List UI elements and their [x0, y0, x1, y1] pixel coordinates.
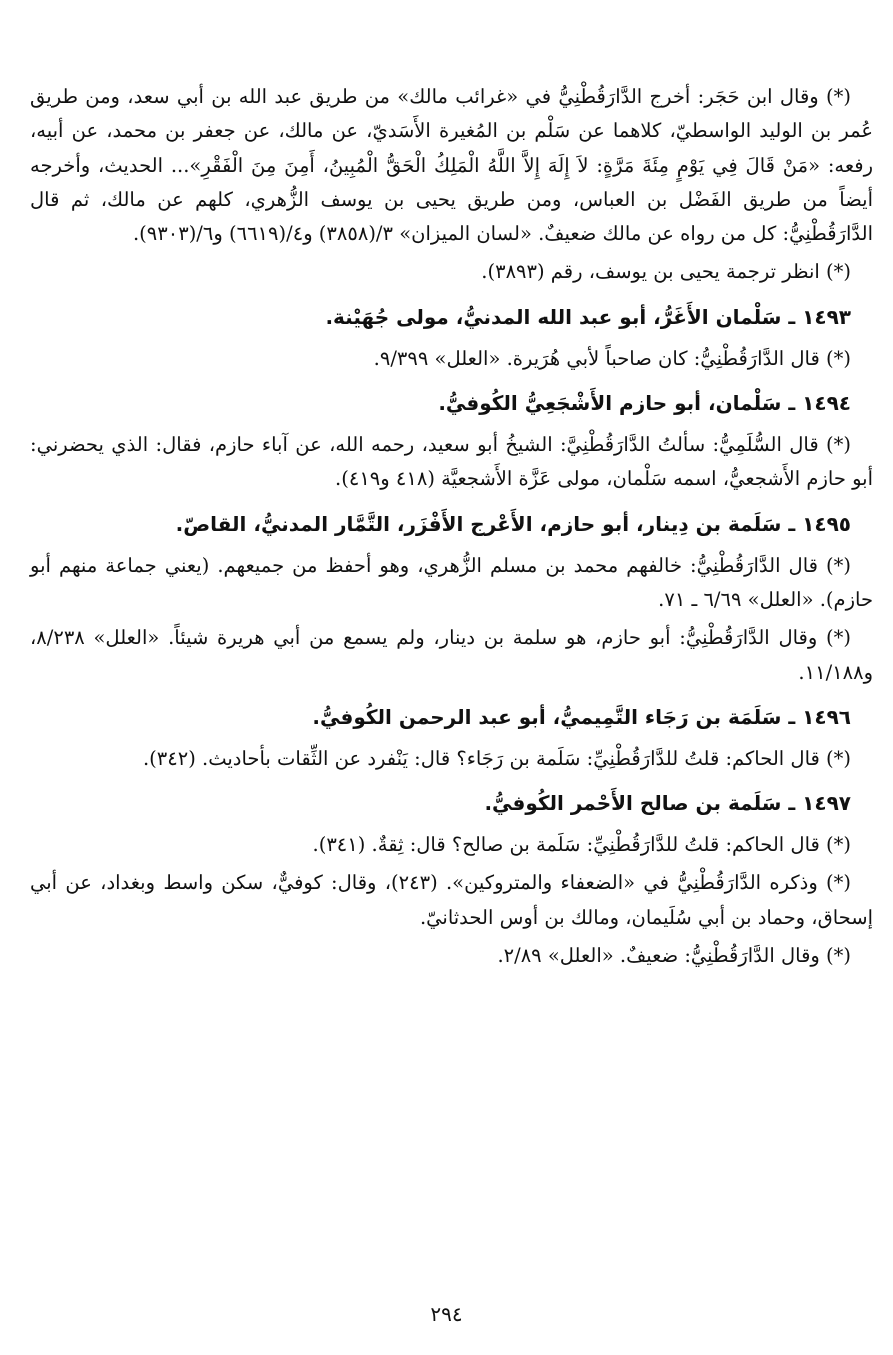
paragraph-1497-c: (*) وقال الدَّارَقُطْنِيُّ: ضعيفٌ. «العلل» ٢/٨٩.	[497, 944, 851, 968]
paragraph-see-yahya: (*) انظر ترجمة يحيى بن يوسف، رقم (٣٨٩٣).	[481, 260, 851, 284]
paragraph-1497-a: (*) قال الحاكم: قلتُ للدَّارَقُطْنِيِّ: سَلَمة بن صالح؟ قال: ثِقةٌ. (٣٤١).	[312, 833, 851, 857]
page-number: ٢٩٤	[430, 1302, 463, 1326]
paragraph-1495-a: (*) قال الدَّارَقُطْنِيُّ: خالفهم محمد بن مسلم الزُّهري، وهو أحفظ من جميعهم. (يعني جماعة منهم أبو حازم). «العلل» ٦/٦٩ ـ ٧١.	[30, 553, 873, 611]
paragraph-1493: (*) قال الدَّارَقُطْنِيُّ: كان صاحباً لأبي هُرَيرة. «العلل» ٩/٣٩٩.	[373, 346, 851, 370]
entry-heading-1496: ١٤٩٦ ـ سَلَمَة بن رَجَاء التَّمِيميُّ، أبو عبد الرحمن الكُوفيُّ.	[312, 704, 851, 729]
page-body	[30, 80, 873, 1300]
paragraph-1494: (*) قال السُّلَمِيُّ: سألتُ الدَّارَقُطْنِيَّ: الشيخُ أبو سعيد، رحمه الله، عن آباء حازم، فقال: الذي يحضرني: أبو حازم الأَشجعيُّ، اسمه سَلْمان، مولى عَزَّة الأَشجعيَّة (٤١٨ و٤١٩).	[30, 433, 873, 491]
paragraph-1496: (*) قال الحاكم: قلتُ للدَّارَقُطْنِيِّ: سَلَمة بن رَجَاء؟ قال: يَنْفرد عن الثِّقات بأحاديث. (٣٤٢).	[142, 746, 851, 770]
entry-heading-1494: ١٤٩٤ ـ سَلْمان، أبو حازم الأَشْجَعِيُّ الكُوفيُّ.	[438, 391, 851, 416]
entry-heading-1495: ١٤٩٥ ـ سَلَمة بن دِينار، أبو حازم، الأَعْرج الأَفْزَر، التَّمَّار المدنيُّ، القاصّ.	[175, 511, 851, 536]
entry-heading-1497: ١٤٩٧ ـ سَلَمة بن صالح الأَحْمر الكُوفيُّ.	[484, 791, 851, 816]
paragraph-1495-b: (*) وقال الدَّارَقُطْنِيُّ: أبو حازم، هو سلمة بن دينار، ولم يسمع من أبي هريرة شيئاً. «العلل» ٨/٢٣٨، و١١/١٨٨.	[30, 626, 873, 684]
paragraph-1497-b: (*) وذكره الدَّارَقُطْنِيُّ في «الضعفاء والمتروكين». (٢٤٣)، وقال: كوفيٌّ، سكن واسط وبغداد، عن أبي إسحاق، وحماد بن أبي سُلَيمان، ومالك بن أوس الحدثانيّ.	[30, 871, 873, 929]
entry-heading-1493: ١٤٩٣ ـ سَلْمان الأَغَرُّ، أبو عبد الله المدنيُّ، مولى جُهَيْنة.	[325, 304, 851, 329]
paragraph-ibn-hajar: (*) وقال ابن حَجَر: أخرج الدَّارَقُطْنِيُّ في «غرائب مالك» من طريق عبد الله بن أبي سعد، ومن طريق عُمر بن الوليد الواسطيّ، كلاهما عن سَلْم بن المُغيرة الأَسَديّ، عن مالك، عن جعفر بن محمد، عن أبيه، رفعه: «مَنْ قَالَ فِي يَوْمٍ مِئَةَ مَرَّةٍ: لاَ إِلَهَ إِلاَّ اللَّهُ الْمَلِكُ الْحَقُّ الْمُبِينُ، أَمِنَ مِنَ الْفَقْرِ»... الحديث، وأخرجه أيضاً من طريق الفَضْل بن العباس، ومن طريق يحيى بن يوسف الزُّهري، كلهم عن مالك، ثم قال الدَّارَقُطْنِيُّ: كل من رواه عن مالك ضعيفٌ. «لسان الميزان» ٣/(٣٨٥٨) و٤/(٦٦١٩) و٦/(٩٣٠٣).	[30, 85, 873, 246]
